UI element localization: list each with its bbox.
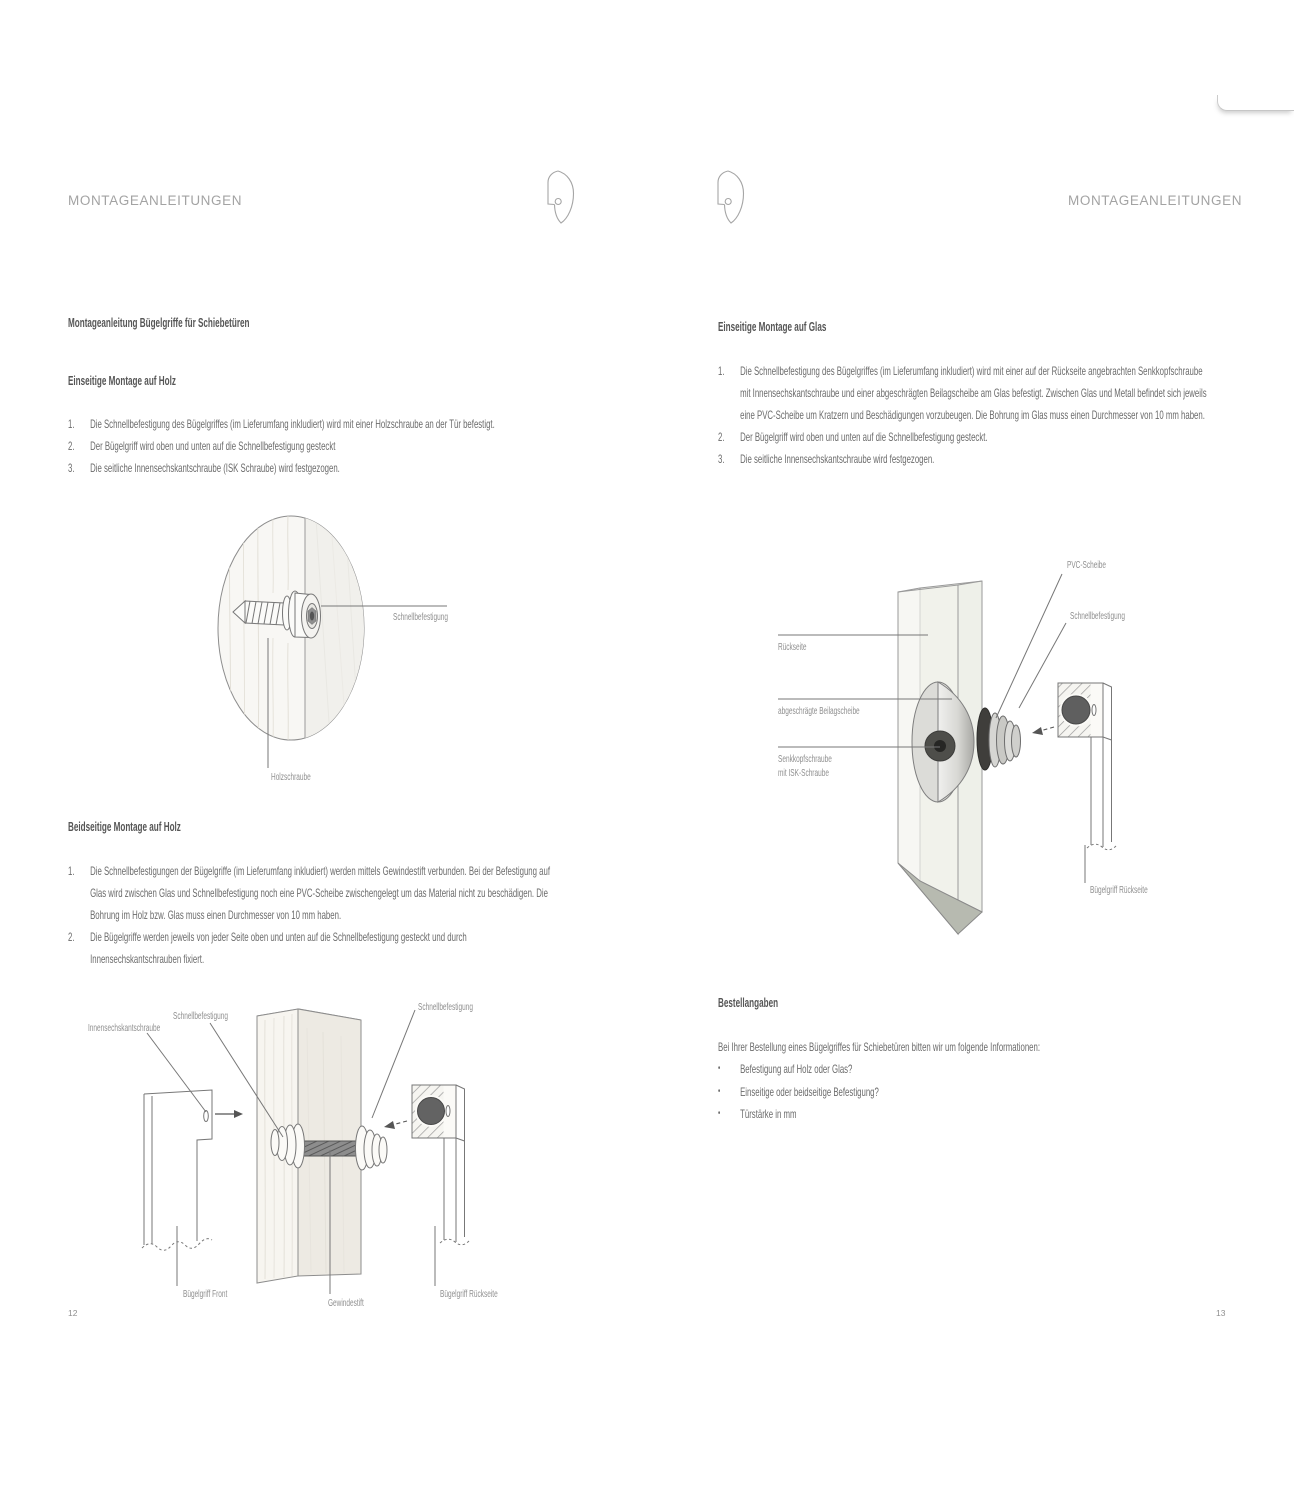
bullet-dot: • [718,1108,721,1119]
list-beidseitig-holz [68,860,558,970]
page-curl-corner [1217,95,1294,111]
list-item-text: Die Bügelgriffe werden jeweils von jeder Seite oben und unten auf die Schnellbefestigung gesteckt und durch Innensechskantschrauben fixiert. [90,930,467,966]
list-item-number: 3. [718,452,725,466]
diagram-label-schnellbefestigung: Schnellbefestigung [393,612,448,623]
diagram-label-senkkopfschraube-2: mit ISK-Schraube [778,768,829,779]
schnellbefestigung-right-fitting [412,1085,469,1245]
list-item [68,926,558,970]
diagram-label-pvc-scheibe: PVC-Scheibe [1067,560,1107,571]
section-heading-bestellangaben: Bestellangaben [718,996,779,1010]
schnellbefestigung-right-collar [356,1126,388,1170]
list-item [68,413,558,435]
list-item [718,360,1208,426]
list-item [718,448,1208,470]
list-item [68,860,558,926]
arrow-left-dashed [384,1121,407,1129]
diagram-einseitig-glas [710,550,1240,950]
schnellbefestigung-fitting [1058,683,1116,850]
list-item-number: 1. [68,417,75,431]
bullet-item [718,1058,1208,1081]
bullet-text: Türstärke in mm [740,1107,797,1121]
arrow-left-dashed [1032,727,1054,735]
list-item-number: 1. [718,364,725,378]
page-header-right: MONTAGEANLEITUNGEN [1068,193,1243,208]
list-item-text: Die seitliche Innensechskantschraube wird festgezogen. [740,452,935,466]
diagram-label-senkkopfschraube-1: Senkkopfschraube [778,754,832,765]
diagram-holzschraube [188,498,508,793]
diagram-label-innensechskantschraube: Innensechskantschraube [88,1023,161,1034]
list-item-number: 2. [68,439,75,453]
bestellangaben-intro: Bei Ihrer Bestellung eines Bügelgriffes für Schiebetüren bitten wir um folgende Informationen: [718,1040,1041,1054]
arrow-right [215,1110,243,1118]
list-item-text: Die Schnellbefestigungen der Bügelgriffe (im Lieferumfang inkludiert) werden mittels Gewindestift verbunden. Bei der Befestigung auf Glas wird zwischen Glas und Schnellbefestigung noch eine PVC-Scheibe zwischengelegt um das Material nicht zu beschädigen. Die Bohrung im Holz bzw. Glas muss einen Durchmesser von 10 mm haben. [90,864,550,922]
diagram-beidseitig-holz [60,990,520,1320]
diagram-label-schnellbefestigung-left: Schnellbefestigung [173,1011,228,1022]
list-item [68,435,558,457]
page-header-left: MONTAGEANLEITUNGEN [68,193,243,208]
list-item-number: 1. [68,864,75,878]
list-item-text: Die seitliche Innensechskantschraube (ISK Schraube) wird festgezogen. [90,461,340,475]
diagram-label-buegelgriff-rueckseite-right: Bügelgriff Rückseite [1090,885,1148,896]
bullet-dot: • [718,1085,721,1097]
diagram-label-schnellbefestigung-right: Schnellbefestigung [418,1002,473,1013]
list-item-text: Die Schnellbefestigung des Bügelgriffes (im Lieferumfang inkludiert) wird mit einer Holzschraube an der Tür befestigt. [90,417,495,431]
diagram-label-schnellbefestigung-glas: Schnellbefestigung [1070,611,1125,622]
list-item-text: Der Bügelgriff wird oben und unten auf die Schnellbefestigung gesteckt [90,439,336,453]
diagram-label-buegelgriff-front: Bügelgriff Front [183,1289,228,1300]
gewindestift-rod [303,1141,362,1156]
brand-logo-left [544,168,578,226]
list-item-text: Der Bügelgriff wird oben und unten auf die Schnellbefestigung gesteckt. [740,430,988,444]
page-number-left: 12 [68,1308,78,1318]
section-heading-einseitig-glas: Einseitige Montage auf Glas [718,320,827,334]
bullet-dot: • [718,1063,721,1074]
list-item-text: Die Schnellbefestigung des Bügelgriffes (im Lieferumfang inkludiert) wird mit einer auf der Rückseite angebrachten Senkkopfschraube mit Innensechskantschraube und einer abgeschrägten Beilagscheibe am Glas befestigt. Zwischen Glas und Metall befindet sich jeweils eine PVC-Scheibe um Kratzern und Beschädigungen vorzubeugen. Die Bohrung im Glas muss einen Durchmesser von 10 mm haben. [740,364,1207,422]
list-item-number: 2. [68,930,75,944]
section-heading-einseitig-holz: Einseitige Montage auf Holz [68,374,176,388]
list-item [718,426,1208,448]
diagram-label-holzschraube: Holzschraube [271,772,311,783]
diagram-label-beilagscheibe: abgeschrägte Beilagscheibe [778,706,860,717]
bestellangaben-bullets [718,1058,1208,1126]
list-einseitig-holz [68,413,558,479]
section-heading-beidseitig-holz: Beidseitige Montage auf Holz [68,820,181,834]
page-number-right: 13 [1216,1308,1226,1318]
diagram-label-buegelgriff-rueckseite-left: Bügelgriff Rückseite [440,1289,498,1300]
list-item [68,457,558,479]
diagram-label-gewindestift: Gewindestift [328,1298,364,1309]
list-item-number: 2. [718,430,725,444]
bullet-item [718,1103,1208,1126]
bullet-item [718,1081,1208,1104]
brand-logo-right [714,168,748,226]
list-item-number: 3. [68,461,75,475]
list-einseitig-glas [718,360,1208,470]
diagram-label-rueckseite: Rückseite [778,642,807,653]
bullet-text: Einseitige oder beidseitige Befestigung? [740,1084,879,1099]
bullet-text: Befestigung auf Holz oder Glas? [740,1062,853,1076]
doc-title: Montageanleitung Bügelgriffe für Schiebetüren [68,316,250,330]
